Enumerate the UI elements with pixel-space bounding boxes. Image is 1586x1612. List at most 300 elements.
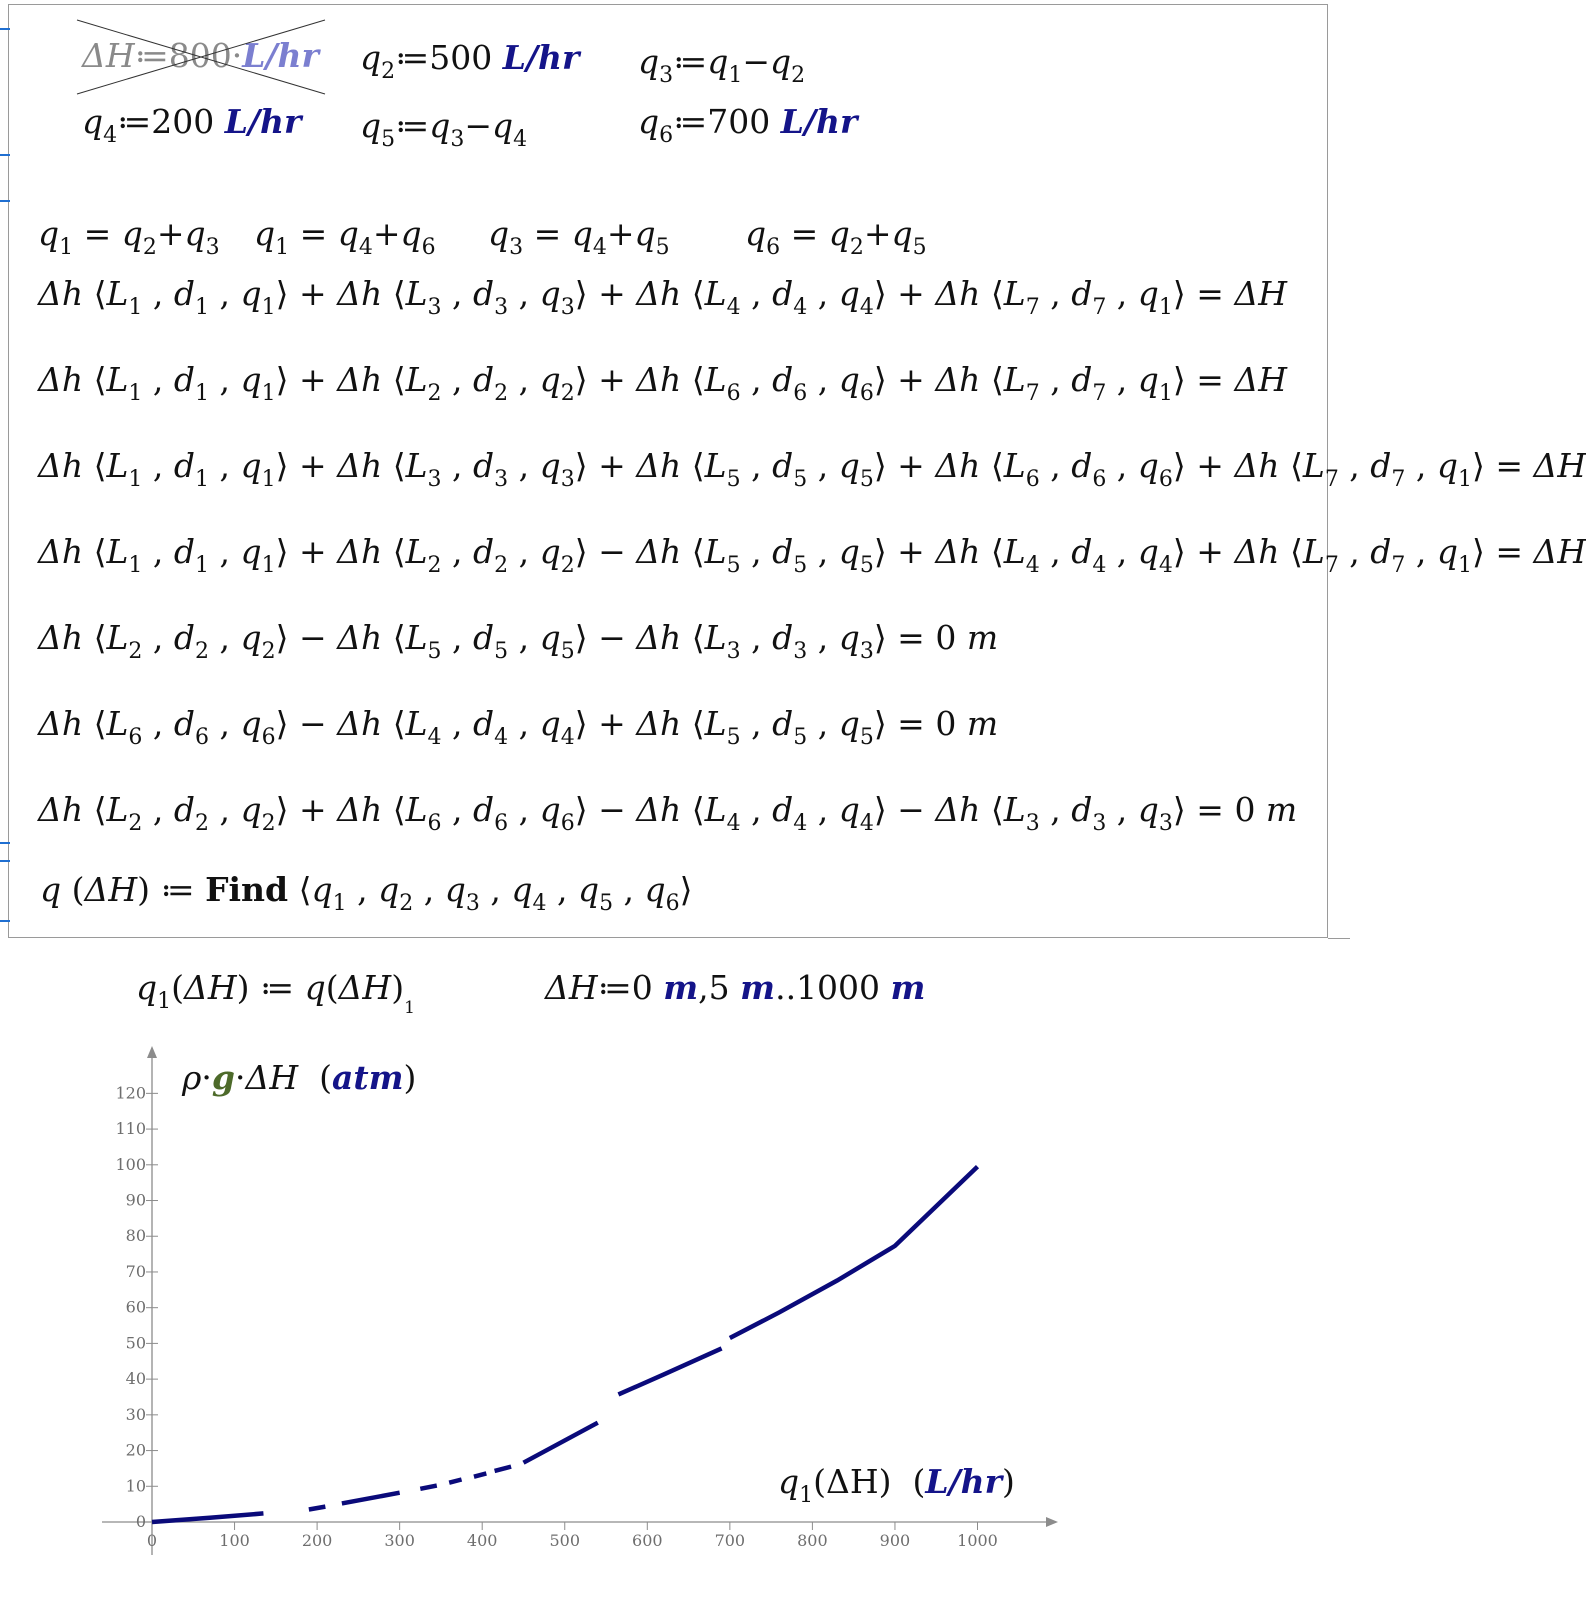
bracket-close: ⟩ xyxy=(873,360,887,399)
region-marker[interactable] xyxy=(0,860,10,862)
rhs-symbol: ΔH xyxy=(1533,446,1586,485)
q5-minus: − xyxy=(464,106,493,145)
operator: + xyxy=(886,360,936,399)
rhs-symbol: ΔH xyxy=(1533,532,1586,571)
d-symbol: d xyxy=(772,274,794,313)
region-marker[interactable] xyxy=(0,920,10,922)
d-symbol: d xyxy=(173,618,195,657)
dh-symbol: Δh xyxy=(935,790,991,829)
d-symbol: d xyxy=(772,618,794,657)
comma: , xyxy=(441,446,473,485)
q-subscript: 5 xyxy=(599,891,614,916)
comma: , xyxy=(1106,790,1138,829)
comma: , xyxy=(508,704,540,743)
series-line-segment xyxy=(474,1473,486,1476)
comma: , xyxy=(1106,532,1138,571)
bracket-close: ⟩ xyxy=(873,618,887,657)
comma: , xyxy=(508,790,540,829)
disabled-definition-dH[interactable] xyxy=(75,14,327,98)
bold-equals: = xyxy=(886,704,936,743)
q-term xyxy=(571,214,607,260)
bracket-close: ⟩ xyxy=(574,446,588,485)
q-subscript: 3 xyxy=(560,467,575,492)
q-symbol: q xyxy=(539,360,561,399)
plus: + xyxy=(606,214,635,253)
arg: ΔH xyxy=(338,968,392,1007)
comma: , xyxy=(441,360,473,399)
L-subscript: 3 xyxy=(427,295,442,320)
q-subscript: 4 xyxy=(859,811,874,836)
find-statement[interactable] xyxy=(40,870,693,924)
comma: , xyxy=(208,618,241,657)
bracket-open: ⟨ xyxy=(93,532,107,571)
bracket-open: ⟨ xyxy=(990,790,1004,829)
head-loss-term xyxy=(38,274,289,320)
bracket-close: ⟩ xyxy=(873,532,887,571)
bracket-open: ⟨ xyxy=(1290,446,1303,485)
operator: − xyxy=(587,532,637,571)
L-symbol: L xyxy=(405,704,428,743)
q-symbol: q xyxy=(488,214,510,253)
d-symbol: d xyxy=(1071,274,1093,313)
q-subscript: 3 xyxy=(859,639,874,664)
comma: , xyxy=(208,446,241,485)
bracket-close: ⟩ xyxy=(1172,790,1186,829)
d-symbol: d xyxy=(472,446,495,485)
x-tick-label: 200 xyxy=(301,1531,333,1550)
q-symbol: q xyxy=(240,532,262,571)
q-symbol: q xyxy=(240,360,262,399)
q-symbol: q xyxy=(644,870,666,909)
comma: , xyxy=(142,618,174,657)
series-line-segment xyxy=(730,1167,978,1338)
q-symbol: q xyxy=(838,360,860,399)
q4-subscript: 4 xyxy=(103,123,118,148)
d-subscript: 5 xyxy=(793,553,808,578)
q3-rhs-symbol2: q xyxy=(770,42,792,81)
q-subscript: 3 xyxy=(560,295,575,320)
q6-op: ≔ xyxy=(673,102,708,141)
q-subscript: 2 xyxy=(399,891,414,916)
region-marker[interactable] xyxy=(0,842,10,844)
d-symbol: d xyxy=(772,446,794,485)
d-symbol: d xyxy=(472,274,495,313)
comma: , xyxy=(208,532,241,571)
head-loss-term xyxy=(38,446,289,492)
q-symbol: q xyxy=(1137,532,1159,571)
operator: − xyxy=(587,618,637,657)
operator: + xyxy=(1185,532,1235,571)
rhs-unit: m xyxy=(956,704,999,743)
def-q6[interactable] xyxy=(638,102,857,156)
find-lhs-q: q xyxy=(40,870,62,909)
bracket-open: ⟨ xyxy=(691,618,705,657)
define-op: ) ≔ xyxy=(137,870,206,909)
arg: ΔH xyxy=(184,968,237,1007)
d-subscript: 4 xyxy=(793,295,808,320)
L-subscript: 5 xyxy=(726,553,741,578)
range-step-unit: m xyxy=(740,968,776,1007)
q-term xyxy=(400,214,436,260)
L-subscript: 6 xyxy=(427,811,442,836)
q-symbol: q xyxy=(838,274,860,313)
head-loss-term xyxy=(636,790,887,836)
continuity-equation[interactable] xyxy=(745,214,927,268)
paren: ) xyxy=(391,968,405,1007)
q-subscript: 6 xyxy=(560,811,575,836)
d-symbol: d xyxy=(173,790,195,829)
operator: + xyxy=(587,360,637,399)
bracket-close: ⟩ xyxy=(1172,532,1186,571)
L-symbol: L xyxy=(405,446,428,485)
q5-symbol: q xyxy=(360,106,382,145)
xlabel-q: q xyxy=(778,1462,800,1501)
q-term xyxy=(745,214,781,260)
q-subscript: 1 xyxy=(261,553,276,578)
L-subscript: 3 xyxy=(726,639,741,664)
q-term xyxy=(378,870,414,916)
L-subscript: 1 xyxy=(128,381,143,406)
loop-equation[interactable] xyxy=(38,446,1586,500)
x-tick-label: 1000 xyxy=(957,1531,998,1550)
bracket-open: ⟨ xyxy=(93,790,107,829)
comma: , xyxy=(546,870,578,909)
q4-op: ≔ xyxy=(117,102,152,141)
head-loss-term xyxy=(337,618,588,664)
bold-equals: = xyxy=(1484,532,1534,571)
bracket-close: ⟩ xyxy=(275,532,289,571)
L-symbol: L xyxy=(405,790,428,829)
L-subscript: 6 xyxy=(128,725,143,750)
range-start: 0 xyxy=(631,968,653,1007)
comma: , xyxy=(142,532,174,571)
loop-equation[interactable] xyxy=(38,532,1586,586)
bracket-open: ⟨ xyxy=(93,446,107,485)
bracket-close: ⟩ xyxy=(1172,360,1186,399)
bracket-close: ⟩ xyxy=(873,704,887,743)
d-subscript: 4 xyxy=(793,811,808,836)
continuity-equation[interactable] xyxy=(38,214,220,268)
q-subscript: 4 xyxy=(592,235,607,260)
range-start-unit: m xyxy=(663,968,699,1007)
dh-symbol: Δh xyxy=(636,532,692,571)
L-subscript: 5 xyxy=(726,467,741,492)
L-subscript: 5 xyxy=(427,639,442,664)
q-subscript: 2 xyxy=(560,381,575,406)
d-subscript: 5 xyxy=(793,467,808,492)
bracket-open: ⟨ xyxy=(392,618,406,657)
comma: , xyxy=(413,870,445,909)
comma: , xyxy=(740,790,773,829)
struck-unit: L/hr xyxy=(242,36,319,75)
operator: + xyxy=(1185,446,1235,485)
rhs-unit: m xyxy=(1255,790,1298,829)
comma: , xyxy=(1039,274,1072,313)
q-symbol: q xyxy=(511,870,533,909)
y-tick-label: 0 xyxy=(135,1512,146,1531)
d-subscript: 4 xyxy=(494,725,509,750)
head-loss-term xyxy=(935,790,1186,836)
q-term xyxy=(644,870,680,916)
q-subscript: 6 xyxy=(421,235,436,260)
q-subscript: 1 xyxy=(1158,381,1173,406)
q-symbol: q xyxy=(1137,790,1159,829)
q-symbol: q xyxy=(1436,532,1459,571)
q3-op: ≔ xyxy=(673,42,708,81)
continuity-equation[interactable] xyxy=(488,214,670,268)
bold-equals: = xyxy=(780,214,829,253)
dh-symbol: Δh xyxy=(337,790,393,829)
d-symbol: d xyxy=(472,360,495,399)
def-dH-range[interactable]: ΔH≔0 m,5 m..1000 m xyxy=(545,968,926,1007)
xlabel-arg: (ΔH) xyxy=(813,1462,892,1501)
bracket-close: ⟩ xyxy=(873,446,887,485)
bracket-open: ⟨ xyxy=(1290,532,1303,571)
y-tick-label: 70 xyxy=(125,1261,146,1281)
plus: + xyxy=(156,214,185,253)
series-line-segment xyxy=(309,1507,326,1510)
q4-unit: L/hr xyxy=(224,102,302,141)
bracket-open: ⟨ xyxy=(93,704,107,743)
comma: , xyxy=(807,446,839,485)
dh-symbol: Δh xyxy=(337,532,393,571)
d-subscript: 7 xyxy=(1391,553,1406,578)
q-subscript: 6 xyxy=(261,725,276,750)
q-symbol: q xyxy=(539,274,561,313)
q-symbol: q xyxy=(539,618,561,657)
L-subscript: 1 xyxy=(128,553,143,578)
q3-minus: − xyxy=(742,42,771,81)
L-symbol: L xyxy=(106,618,129,657)
bracket-open: ⟨ xyxy=(392,274,406,313)
paren: ( xyxy=(61,870,85,909)
d-symbol: d xyxy=(173,704,195,743)
bracket-open: ⟨ xyxy=(990,274,1004,313)
x-tick-label: 800 xyxy=(797,1531,828,1550)
struck-op: ≔ xyxy=(134,36,169,75)
q-subscript: 3 xyxy=(465,891,480,916)
bracket-open: ⟨ xyxy=(93,274,107,313)
region-marker[interactable] xyxy=(0,200,10,202)
loop-equation[interactable] xyxy=(38,618,998,672)
q-subscript: 1 xyxy=(1458,467,1473,492)
dh-symbol: Δh xyxy=(935,532,991,571)
d-symbol: d xyxy=(1071,790,1093,829)
y-tick-label: 80 xyxy=(125,1226,146,1246)
L-symbol: L xyxy=(1003,446,1026,485)
y-tick-label: 90 xyxy=(125,1190,146,1210)
q-symbol: q xyxy=(304,968,326,1007)
xlabel-sub: 1 xyxy=(799,1483,814,1508)
def-q4[interactable] xyxy=(82,102,301,156)
d-symbol: d xyxy=(772,704,794,743)
d-symbol: d xyxy=(472,790,495,829)
comma: , xyxy=(142,704,174,743)
q-term xyxy=(136,968,172,1014)
region-marker[interactable] xyxy=(0,154,10,156)
bold-equals: = xyxy=(73,214,122,253)
q5-subscript: 5 xyxy=(381,127,396,152)
x-tick-label: 500 xyxy=(549,1531,581,1550)
d-subscript: 6 xyxy=(194,725,209,750)
y-axis-arrow-icon xyxy=(147,1046,157,1058)
dh-symbol: Δh xyxy=(935,274,991,313)
head-loss-term xyxy=(636,532,887,578)
L-subscript: 7 xyxy=(1025,295,1040,320)
loop-equation[interactable] xyxy=(38,360,1287,414)
q-subscript: 3 xyxy=(509,235,524,260)
struck-value: 800 xyxy=(168,36,232,75)
head-loss-term xyxy=(38,790,289,836)
operator: + xyxy=(288,360,338,399)
L-symbol: L xyxy=(1003,790,1026,829)
comma: , xyxy=(508,360,540,399)
bracket-open: ⟨ xyxy=(392,704,406,743)
q2-unit: L/hr xyxy=(502,38,580,77)
q-symbol: q xyxy=(240,704,262,743)
q-subscript: 1 xyxy=(275,235,290,260)
series-line-segment xyxy=(618,1348,721,1394)
comma: , xyxy=(441,704,473,743)
q-symbol: q xyxy=(745,214,767,253)
q-subscript: 4 xyxy=(560,725,575,750)
def-q5[interactable] xyxy=(360,106,527,160)
comma: , xyxy=(508,618,540,657)
loop-equation[interactable] xyxy=(38,790,1297,844)
q-term xyxy=(38,214,74,260)
ylabel-dot2: · xyxy=(234,1058,246,1097)
q-symbol: q xyxy=(311,870,333,909)
head-loss-term xyxy=(337,360,588,406)
find-keyword: Find xyxy=(205,870,289,909)
head-loss-term xyxy=(337,532,588,578)
bracket-open: ⟨ xyxy=(392,360,406,399)
dh-symbol: Δh xyxy=(935,446,991,485)
q3-rhs-sub2: 2 xyxy=(791,63,806,88)
comma: , xyxy=(208,274,241,313)
head-loss-term xyxy=(337,790,588,836)
operator: + xyxy=(587,274,637,313)
q-symbol: q xyxy=(539,532,561,571)
comma: , xyxy=(1338,532,1371,571)
head-loss-term xyxy=(38,618,289,664)
dh-symbol: Δh xyxy=(636,274,692,313)
strike-cross-icon xyxy=(75,14,327,98)
q-subscript: 1 xyxy=(1158,295,1173,320)
dh-symbol: Δh xyxy=(38,360,94,399)
d-symbol: d xyxy=(173,360,195,399)
bracket-open: ⟨ xyxy=(691,446,705,485)
operator: + xyxy=(288,790,338,829)
q-symbol: q xyxy=(378,870,400,909)
dh-symbol: Δh xyxy=(38,532,94,571)
head-loss-term xyxy=(337,274,588,320)
L-subscript: 1 xyxy=(128,467,143,492)
q-term xyxy=(337,214,373,260)
q-subscript: 1 xyxy=(332,891,347,916)
comma: , xyxy=(142,360,174,399)
bold-equals: = xyxy=(1484,446,1534,485)
def-q2[interactable] xyxy=(360,38,579,92)
q6-unit: L/hr xyxy=(780,102,858,141)
def-q1-function[interactable] xyxy=(136,968,415,1028)
region-marker[interactable] xyxy=(0,28,10,30)
rhs-unit: m xyxy=(956,618,999,657)
comma: , xyxy=(441,790,473,829)
d-subscript: 4 xyxy=(1092,553,1107,578)
operator: − xyxy=(886,790,936,829)
q-subscript: 1 xyxy=(1458,553,1473,578)
bracket-open: ⟨ xyxy=(990,532,1004,571)
d-subscript: 3 xyxy=(494,467,509,492)
q-symbol: q xyxy=(1137,360,1159,399)
d-symbol: d xyxy=(1370,532,1392,571)
q-term xyxy=(511,870,547,916)
dh-symbol: Δh xyxy=(38,274,94,313)
comma: , xyxy=(508,274,540,313)
L-subscript: 2 xyxy=(427,381,442,406)
L-symbol: L xyxy=(106,704,129,743)
dh-symbol: Δh xyxy=(38,446,94,485)
q-subscript: 6 xyxy=(1158,467,1173,492)
def-q3[interactable] xyxy=(638,42,805,96)
q-subscript: 1 xyxy=(261,295,276,320)
comma: , xyxy=(1106,360,1138,399)
rhs-value: 0 xyxy=(1234,790,1256,829)
L-symbol: L xyxy=(704,360,727,399)
operator: + xyxy=(587,446,637,485)
bracket-close: ⟩ xyxy=(873,790,887,829)
d-symbol: d xyxy=(472,618,495,657)
loop-equation[interactable] xyxy=(38,704,998,758)
x-tick-label: 600 xyxy=(632,1531,663,1550)
comma: , xyxy=(1039,446,1072,485)
comma: , xyxy=(807,618,839,657)
q-subscript: 1 xyxy=(261,467,276,492)
q-symbol: q xyxy=(838,532,860,571)
d-subscript: 2 xyxy=(194,639,209,664)
q-subscript: 5 xyxy=(859,467,874,492)
y-axis-label: ρ·g·ΔH (atm) xyxy=(182,1058,417,1097)
comma: , xyxy=(1106,446,1138,485)
q-subscript: 2 xyxy=(261,811,276,836)
operator: − xyxy=(288,618,338,657)
L-symbol: L xyxy=(106,790,129,829)
q-term xyxy=(444,870,480,916)
series-line-segment xyxy=(523,1423,597,1463)
q-term xyxy=(577,870,614,916)
comma: , xyxy=(807,360,839,399)
find-lhs-arg: ΔH xyxy=(84,870,138,909)
xy-plot[interactable] xyxy=(90,1040,1080,1600)
comma: , xyxy=(740,704,773,743)
d-subscript: 2 xyxy=(494,381,509,406)
continuity-equation[interactable] xyxy=(254,214,436,268)
L-subscript: 2 xyxy=(427,553,442,578)
q-term xyxy=(121,214,157,260)
dh-symbol: Δh xyxy=(337,704,393,743)
L-symbol: L xyxy=(704,618,727,657)
L-subscript: 4 xyxy=(1025,553,1040,578)
bracket-close: ⟩ xyxy=(275,446,289,485)
loop-equation[interactable] xyxy=(38,274,1287,328)
q-term xyxy=(311,870,347,916)
d-symbol: d xyxy=(772,532,794,571)
series-line-segment xyxy=(449,1479,461,1482)
operator: + xyxy=(886,274,936,313)
d-subscript: 1 xyxy=(194,553,209,578)
q3-rhs-symbol: q xyxy=(707,42,729,81)
